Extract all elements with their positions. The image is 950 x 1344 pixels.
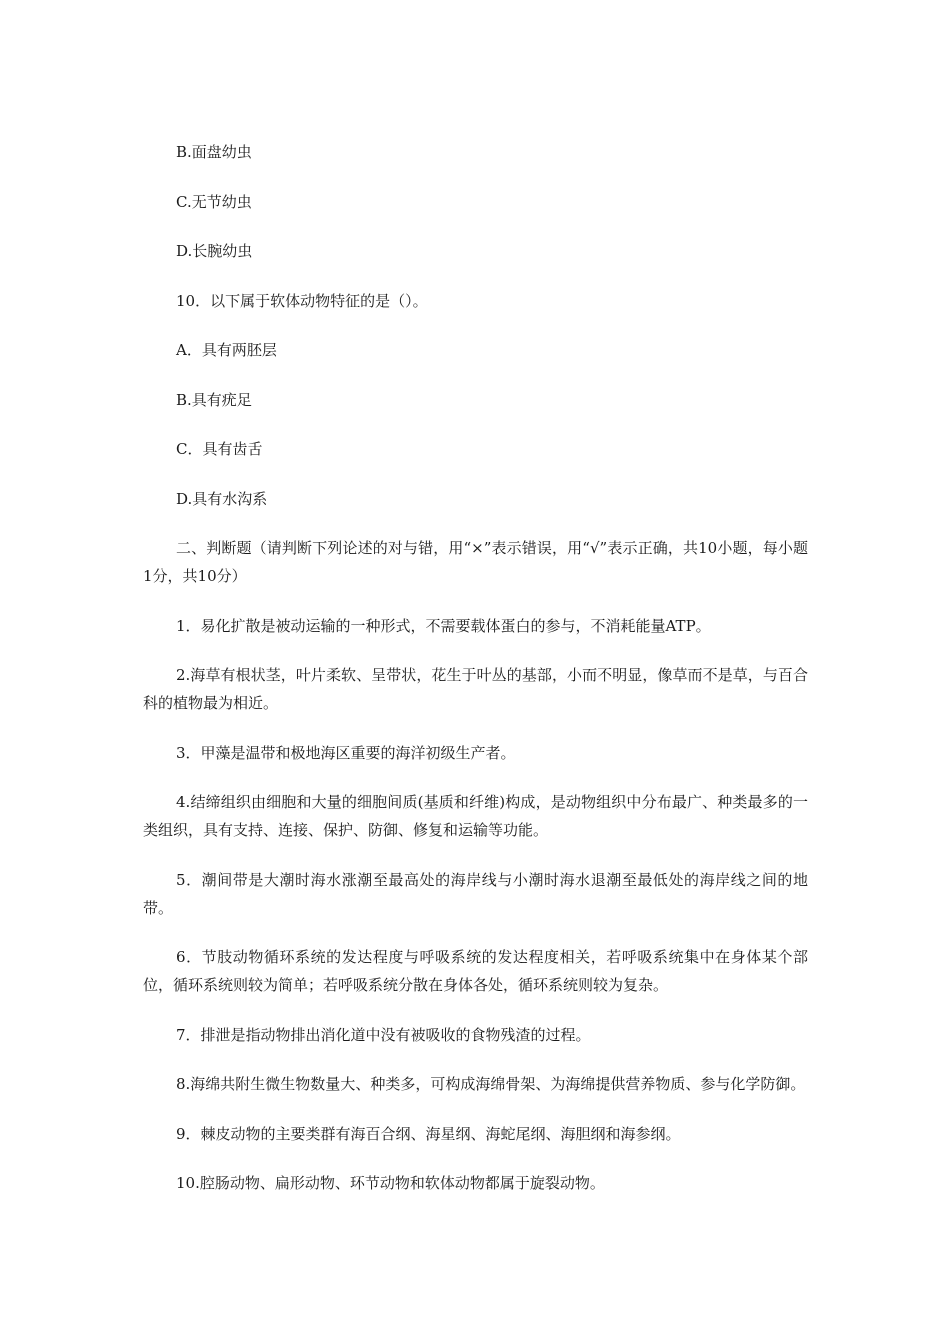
judgment-item-5: 5．潮间带是大潮时海水涨潮至最高处的海岸线与小潮时海水退潮至最低处的海岸线之间的地带。 xyxy=(143,870,808,917)
section-2-heading: 二、判断题（请判断下列论述的对与错，用“×”表示错误，用“√”表示正确，共10小题，每小题1分，共10分） xyxy=(143,539,808,585)
judgment-item-1: 1．易化扩散是被动运输的一种形式，不需要载体蛋白的参与，不消耗能量ATP。 xyxy=(176,616,711,635)
judgment-item-9: 9．棘皮动物的主要类群有海百合纲、海星纲、海蛇尾纲、海胆纲和海参纲。 xyxy=(176,1124,681,1143)
option-q9-c: C.无节幼虫 xyxy=(176,192,252,211)
option-q10-b: B.具有疣足 xyxy=(176,390,252,409)
document-body xyxy=(143,138,808,1219)
judgment-item-7: 7．排泄是指动物排出消化道中没有被吸收的食物残渣的过程。 xyxy=(176,1025,591,1044)
judgment-item-8: 8.海绵共附生微生物数量大、种类多，可构成海绵骨架、为海绵提供营养物质、参与化学防御。 xyxy=(176,1075,806,1093)
judgment-item-4: 4.结缔组织由细胞和大量的细胞间质(基质和纤维)构成，是动物组织中分布最广、种类最多的一类组织，具有支持、连接、保护、防御、修复和运输等功能。 xyxy=(143,793,808,839)
option-q9-d: D.长腕幼虫 xyxy=(176,242,253,260)
judgment-item-6: 6．节肢动物循环系统的发达程度与呼吸系统的发达程度相关，若呼吸系统集中在身体某个部位，循环系统则较为简单；若呼吸系统分散在身体各处，循环系统则较为复杂。 xyxy=(143,948,808,994)
option-q10-c: C．具有齿舌 xyxy=(176,440,263,458)
option-q10-a: A．具有两胚层 xyxy=(176,341,277,359)
judgment-item-10: 10.腔肠动物、扁形动物、环节动物和软体动物都属于旋裂动物。 xyxy=(176,1174,605,1192)
option-q9-b: B.面盘幼虫 xyxy=(176,143,252,161)
judgment-item-3: 3．甲藻是温带和极地海区重要的海洋初级生产者。 xyxy=(176,743,516,762)
option-q10-d: D.具有水沟系 xyxy=(176,489,268,508)
question-10-stem: 10．以下属于软体动物特征的是（）。 xyxy=(176,291,428,310)
judgment-item-2: 2.海草有根状茎，叶片柔软、呈带状，花生于叶丛的基部，小而不明显，像草而不是草，与百合科的植物最为相近。 xyxy=(143,666,808,712)
